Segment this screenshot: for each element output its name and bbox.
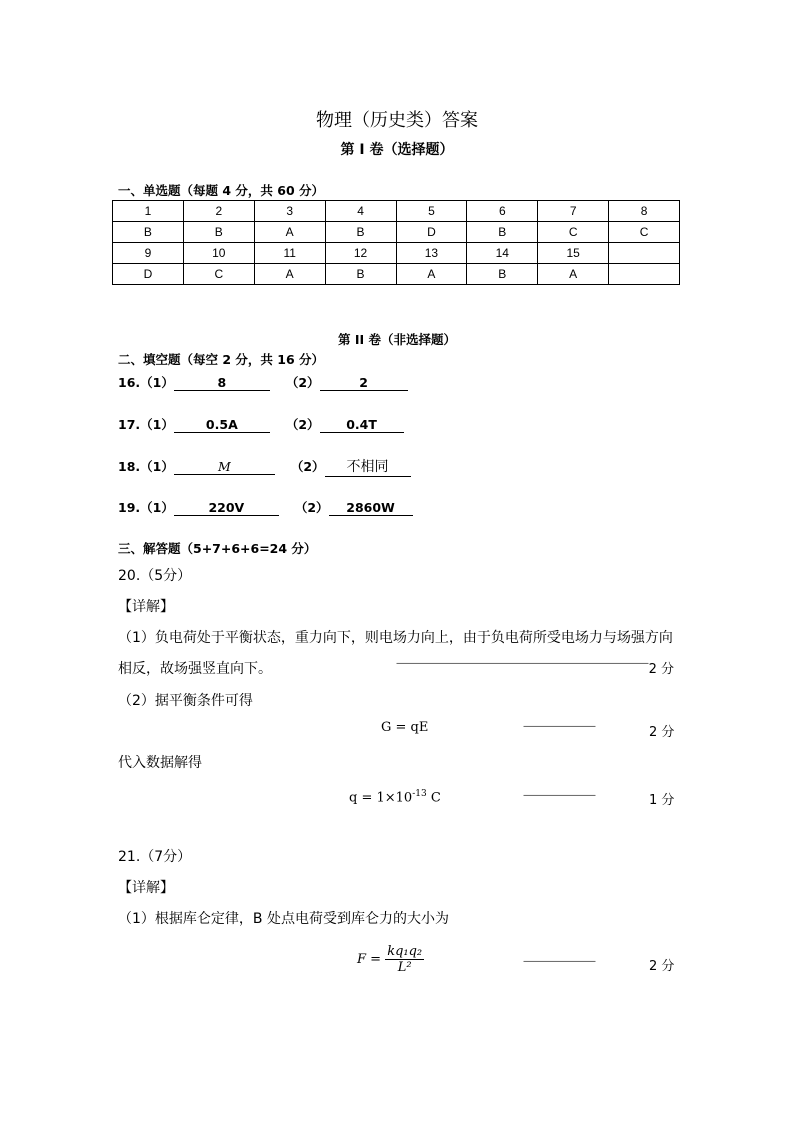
table-row [113, 201, 680, 222]
q21-paragraph-1: （1）根据库仑定律，B 处点电荷受到库仑力的大小为 [118, 911, 449, 927]
table-cell: C [609, 222, 680, 243]
score-label: 2 分 [649, 959, 675, 974]
fill-part-2: （2） [285, 375, 320, 390]
table-cell: B [467, 264, 538, 285]
q21-formula [357, 944, 424, 975]
fill-part-2: （2） [294, 500, 329, 515]
table-cell: 2 [183, 201, 254, 222]
table-cell: 14 [467, 243, 538, 264]
fill-answer-1: 0.5A [174, 417, 270, 433]
score-label: 1 分 [649, 793, 675, 808]
formula-lhs: F = [357, 952, 382, 967]
table-cell: B [183, 222, 254, 243]
formula-base: q = 1×10 [349, 790, 413, 806]
fill-answer-1: 8 [174, 375, 270, 391]
formula-numerator: kq₁q₂ [387, 944, 423, 959]
table-cell: 9 [113, 243, 184, 264]
q20-formula-2 [349, 789, 441, 805]
score-label: 2 分 [649, 725, 675, 740]
table-cell: D [396, 222, 467, 243]
table-cell: 15 [538, 243, 609, 264]
fill-row-16 [118, 373, 408, 391]
fill-row-18 [118, 456, 411, 477]
table-cell: 1 [113, 201, 184, 222]
fill-answer-1: M [174, 459, 275, 475]
q20-text: 相反，故场强竖直向下。 [118, 661, 272, 677]
section3-heading: 三、解答题（5+7+6+6=24 分） [118, 541, 317, 556]
table-cell: 4 [325, 201, 396, 222]
table-cell: C [183, 264, 254, 285]
score-dash: ———————— [523, 790, 595, 801]
fill-question-number: 18.（1） [118, 459, 174, 474]
table-cell: B [325, 222, 396, 243]
score-dash: ———————— [523, 721, 595, 732]
q21-detail-label: 【详解】 [118, 880, 174, 896]
table-cell: 11 [254, 243, 325, 264]
fill-question-number: 16.（1） [118, 375, 174, 390]
score-dash: ———————— [523, 956, 595, 967]
q20-detail-label: 【详解】 [118, 599, 174, 615]
table-row [113, 222, 680, 243]
fill-question-number: 17.（1） [118, 417, 174, 432]
table-cell: A [254, 222, 325, 243]
table-cell: A [538, 264, 609, 285]
fill-answer-2: 0.4T [320, 417, 404, 433]
section2-heading: 二、填空题（每空 2 分，共 16 分） [118, 352, 325, 367]
table-cell: B [467, 222, 538, 243]
q20-heading: 20.（5分） [118, 568, 192, 584]
table-cell: 3 [254, 201, 325, 222]
table-cell: A [396, 264, 467, 285]
table-cell: 6 [467, 201, 538, 222]
table-cell: 10 [183, 243, 254, 264]
table-cell [609, 264, 680, 285]
fill-answer-2: 2 [320, 375, 408, 391]
answer-table [112, 200, 680, 285]
fill-answer-2: 不相同 [325, 456, 411, 477]
table-cell: 7 [538, 201, 609, 222]
q20-formula-1: G = qE [381, 720, 429, 735]
part1-title: 第 I 卷（选择题） [340, 142, 454, 158]
table-cell: A [254, 264, 325, 285]
score-dash: ———————————————————————————— [396, 658, 648, 669]
fill-part-2: （2） [285, 417, 320, 432]
q20-paragraph-1-line-1: （1）负电荷处于平衡状态，重力向下，则电场力向上，由于负电荷所受电场力与场强方向 [118, 630, 673, 646]
q20-paragraph-1-line-2 [118, 658, 674, 678]
formula-fraction [385, 944, 424, 975]
fill-part-2: （2） [290, 459, 325, 474]
q20-paragraph-3: 代入数据解得 [118, 755, 202, 771]
table-cell: B [325, 264, 396, 285]
score-label: 2 分 [648, 662, 674, 677]
part2-title: 第 II 卷（非选择题） [337, 332, 456, 347]
table-cell: 5 [396, 201, 467, 222]
table-cell [609, 243, 680, 264]
fill-row-17 [118, 415, 404, 433]
table-row [113, 243, 680, 264]
fill-row-19 [118, 498, 413, 516]
formula-denominator: L² [397, 960, 412, 975]
formula-unit: C [426, 790, 441, 806]
table-cell: 8 [609, 201, 680, 222]
page-title: 物理（历史类）答案 [316, 110, 478, 131]
table-row [113, 264, 680, 285]
table-cell: 12 [325, 243, 396, 264]
table-cell: D [113, 264, 184, 285]
q21-heading: 21.（7分） [118, 849, 192, 865]
formula-exponent: -13 [412, 789, 427, 799]
fill-answer-1: 220V [174, 500, 279, 516]
table-cell: 13 [396, 243, 467, 264]
q20-paragraph-2: （2）据平衡条件可得 [118, 693, 253, 709]
fill-answer-2: 2860W [329, 500, 413, 516]
table-cell: C [538, 222, 609, 243]
section1-heading: 一、单选题（每题 4 分，共 60 分） [118, 183, 325, 198]
fill-question-number: 19.（1） [118, 500, 174, 515]
table-cell: B [113, 222, 184, 243]
